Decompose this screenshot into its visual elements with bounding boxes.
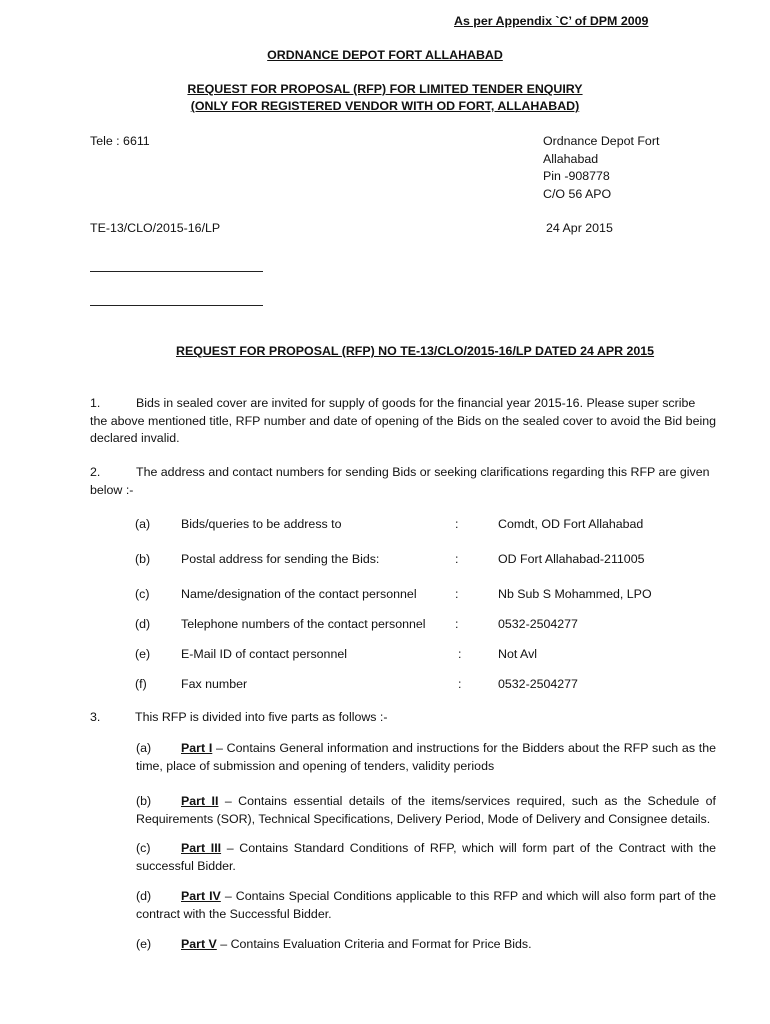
address-line-1: Ordnance Depot Fort xyxy=(543,134,660,148)
part-label: (a) xyxy=(136,741,152,755)
contact-row-colon: : xyxy=(455,517,459,531)
contact-row-key: E-Mail ID of contact personnel xyxy=(181,647,347,661)
address-line-4: C/O 56 APO xyxy=(543,187,612,201)
contact-row-value: Not Avl xyxy=(498,647,538,661)
contact-row-label: (c) xyxy=(135,587,150,601)
part-name: Part I xyxy=(181,741,213,755)
contact-row-key: Name/designation of the contact personnel xyxy=(181,587,417,601)
part-name: Part IV xyxy=(181,889,221,903)
contact-row-value: OD Fort Allahabad-211005 xyxy=(498,552,645,566)
paragraph-2 xyxy=(90,464,716,499)
contact-row-colon: : xyxy=(458,677,462,691)
part-item xyxy=(136,840,716,875)
contact-row-value: Comdt, OD Fort Allahabad xyxy=(498,517,644,531)
paragraph-1-text: the above mentioned title, RFP number and date of opening of the Bids on the sealed cover to avoid the Bid being declared invalid. xyxy=(90,413,716,445)
rfp-heading-line-2: (ONLY FOR REGISTERED VENDOR WITH OD FORT, ALLAHABAD) xyxy=(190,99,580,113)
contact-row-colon: : xyxy=(455,587,459,601)
paragraph-1-line-1: Bids in sealed cover are invited for supply of goods for the financial year 2015-16. Please super scribe xyxy=(136,396,696,410)
part-description: – Contains General information and instructions for the Bidders about the RFP such as the time, place of submission and opening of tenders, validity periods xyxy=(136,741,716,773)
address-line-3: Pin -908778 xyxy=(543,169,610,183)
recipient-blank-line-1 xyxy=(90,271,263,272)
contact-row-value: 0532-2504277 xyxy=(498,677,578,691)
contact-row-label: (f) xyxy=(135,677,147,691)
telephone: Tele : 6611 xyxy=(90,134,150,148)
part-item xyxy=(136,888,716,923)
part-label: (c) xyxy=(136,841,151,855)
contact-row-key: Bids/queries to be address to xyxy=(181,517,342,531)
part-item xyxy=(136,793,716,828)
reference-number: TE-13/CLO/2015-16/LP xyxy=(90,221,221,235)
part-description: – Contains Special Conditions applicable to this RFP and which will also form part of the contract with the Successful Bidder. xyxy=(136,889,716,921)
part-description: – Contains essential details of the items/services required, such as the Schedule of Requirements (SOR), Technical Specifications, Delivery Period, Mode of Delivery and Consignee details. xyxy=(136,794,716,826)
rfp-heading-line-1: REQUEST FOR PROPOSAL (RFP) FOR LIMITED TENDER ENQUIRY xyxy=(187,82,583,96)
part-item xyxy=(136,740,716,775)
paragraph-2-line-1: The address and contact numbers for sending Bids or seeking clarifications regarding this RFP are given xyxy=(136,465,710,479)
paragraph-1 xyxy=(90,395,716,448)
part-name: Part II xyxy=(181,794,219,808)
paragraph-3-number: 3. xyxy=(90,710,101,724)
part-item xyxy=(136,936,716,954)
paragraph-2-number: 2. xyxy=(90,465,101,479)
organization-title: ORDNANCE DEPOT FORT ALLAHABAD xyxy=(267,48,503,62)
part-description: – Contains Evaluation Criteria and Format for Price Bids. xyxy=(216,937,532,951)
contact-row-label: (b) xyxy=(135,552,151,566)
contact-row-colon: : xyxy=(455,552,459,566)
part-name: Part V xyxy=(181,937,217,951)
contact-row-key: Telephone numbers of the contact personnel xyxy=(181,617,426,631)
contact-row-value: 0532-2504277 xyxy=(498,617,578,631)
appendix-reference: As per Appendix `C’ of DPM 2009 xyxy=(454,14,649,28)
contact-row-value: Nb Sub S Mohammed, LPO xyxy=(498,587,652,601)
part-description: – Contains Standard Conditions of RFP, which will form part of the Contract with the successful Bidder. xyxy=(136,841,716,873)
contact-row-colon: : xyxy=(458,647,462,661)
part-label: (e) xyxy=(136,937,152,951)
contact-row-label: (e) xyxy=(135,647,151,661)
paragraph-3-text: This RFP is divided into five parts as follows :- xyxy=(135,710,388,724)
recipient-blank-line-2 xyxy=(90,305,263,306)
part-label: (b) xyxy=(136,794,152,808)
contact-row-label: (d) xyxy=(135,617,151,631)
paragraph-2-text: below :- xyxy=(90,482,134,497)
contact-row-label: (a) xyxy=(135,517,151,531)
address-line-2: Allahabad xyxy=(543,152,599,166)
part-name: Part III xyxy=(181,841,222,855)
paragraph-1-number: 1. xyxy=(90,396,101,410)
contact-row-key: Postal address for sending the Bids: xyxy=(181,552,380,566)
rfp-title: REQUEST FOR PROPOSAL (RFP) NO TE-13/CLO/2015-16/LP DATED 24 APR 2015 xyxy=(176,344,655,358)
contact-row-colon: : xyxy=(455,617,459,631)
contact-row-key: Fax number xyxy=(181,677,248,691)
part-label: (d) xyxy=(136,889,152,903)
document-date: 24 Apr 2015 xyxy=(546,221,613,235)
